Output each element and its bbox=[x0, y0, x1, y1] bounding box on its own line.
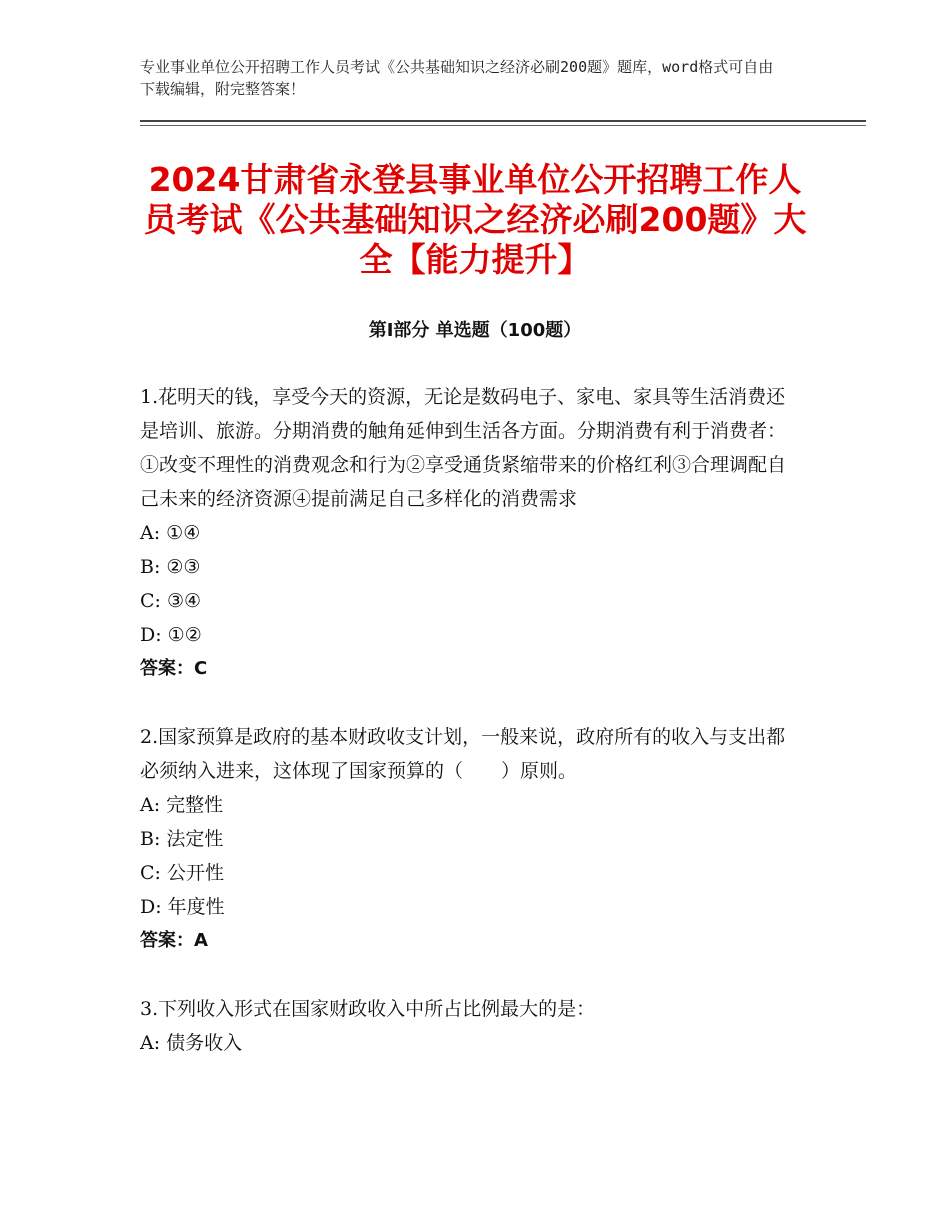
header-divider-thin bbox=[140, 125, 866, 126]
header-divider bbox=[140, 120, 866, 122]
question-stem: 1.花明天的钱，享受今天的资源，无论是数码电子、家电、家具等生活消费还是培训、旅游。分期消费的触角延伸到生活各方面。分期消费有利于消费者：①改变不理性的消费观念和行为②享受通货紧缩带来的价格红利③合理调配自己未来的经济资源④提前满足自己多样化的消费需求 bbox=[140, 386, 787, 510]
option-a: A: 债务收入 bbox=[140, 1032, 243, 1054]
option-c: C: 公开性 bbox=[140, 862, 224, 884]
document-title: 2024甘肃省永登县事业单位公开招聘工作人员考试《公共基础知识之经济必刷200题》大全【能力提升】 bbox=[143, 160, 807, 279]
answer: 答案：A bbox=[140, 930, 208, 951]
option-b: B: 法定性 bbox=[140, 828, 224, 850]
option-a: A: ①④ bbox=[140, 522, 201, 544]
question-stem: 2.国家预算是政府的基本财政收支计划，一般来说，政府所有的收入与支出都必须纳入进来，这体现了国家预算的（ ）原则。 bbox=[140, 726, 786, 782]
question-2 bbox=[140, 720, 800, 958]
question-stem: 3.下列收入形式在国家财政收入中所占比例最大的是： bbox=[140, 998, 596, 1020]
question-1 bbox=[140, 380, 800, 686]
header-note: 专业事业单位公开招聘工作人员考试《公共基础知识之经济必刷200题》题库，word格式可自由下载编辑，附完整答案！ bbox=[140, 58, 774, 98]
option-c: C: ③④ bbox=[140, 590, 202, 612]
question-list bbox=[140, 380, 800, 1094]
option-a: A: 完整性 bbox=[140, 794, 224, 816]
question-3 bbox=[140, 992, 800, 1060]
option-b: B: ②③ bbox=[140, 556, 201, 578]
answer: 答案：C bbox=[140, 658, 208, 679]
option-d: D: 年度性 bbox=[140, 896, 225, 918]
option-d: D: ①② bbox=[140, 624, 202, 646]
section-heading: 第Ⅰ部分 单选题（100题） bbox=[368, 320, 582, 341]
